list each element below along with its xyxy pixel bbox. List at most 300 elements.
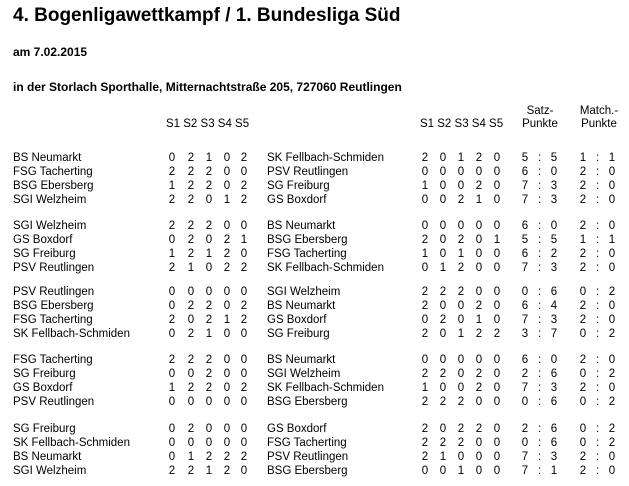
separator: : bbox=[538, 286, 542, 298]
home-set-score: 1 bbox=[205, 152, 213, 164]
home-set-score: 2 bbox=[240, 451, 248, 463]
away-set-score: 2 bbox=[457, 234, 465, 246]
away-set-score: 0 bbox=[439, 166, 447, 178]
home-set-score: 0 bbox=[187, 286, 195, 298]
away-set-score: 2 bbox=[421, 423, 429, 435]
away-set-score: 2 bbox=[475, 423, 483, 435]
away-set-score: 1 bbox=[421, 248, 429, 260]
away-set-score: 0 bbox=[457, 300, 465, 312]
home-set-score: 2 bbox=[187, 194, 195, 206]
separator: : bbox=[538, 248, 542, 260]
separator: : bbox=[596, 286, 600, 298]
home-set-score: 2 bbox=[223, 262, 231, 274]
away-set-score: 0 bbox=[493, 300, 501, 312]
away-set-score: 0 bbox=[457, 382, 465, 394]
home-set-score: 2 bbox=[168, 166, 176, 178]
home-set-score: 2 bbox=[187, 220, 195, 232]
away-set-score: 0 bbox=[439, 180, 447, 192]
separator: : bbox=[538, 396, 542, 408]
separator: : bbox=[538, 300, 542, 312]
satz-points-home: 7 bbox=[521, 451, 529, 463]
home-set-score: 0 bbox=[187, 396, 195, 408]
separator: : bbox=[538, 180, 542, 192]
away-team: BSG Ebersberg bbox=[267, 396, 348, 408]
separator: : bbox=[596, 194, 600, 206]
match-points-home: 2 bbox=[579, 300, 587, 312]
home-set-score: 0 bbox=[168, 368, 176, 380]
home-team: BSG Ebersberg bbox=[13, 180, 94, 192]
table-row bbox=[0, 286, 629, 299]
table-row bbox=[0, 465, 629, 478]
separator: : bbox=[538, 465, 542, 477]
away-team: SGI Welzheim bbox=[267, 286, 341, 298]
satz-header-line1: Satz- bbox=[526, 105, 554, 117]
match-points-home: 2 bbox=[579, 465, 587, 477]
away-set-score: 1 bbox=[439, 451, 447, 463]
match-points-away: 0 bbox=[608, 166, 616, 178]
home-set-score: 0 bbox=[168, 437, 176, 449]
away-set-score: 1 bbox=[493, 234, 501, 246]
home-team: FSG Tacherting bbox=[13, 166, 93, 178]
home-set-score: 1 bbox=[240, 234, 248, 246]
home-set-score: 0 bbox=[223, 354, 231, 366]
home-set-score: 2 bbox=[223, 451, 231, 463]
home-set-score: 2 bbox=[240, 194, 248, 206]
home-set-score: 2 bbox=[187, 248, 195, 260]
match-points-away: 0 bbox=[608, 451, 616, 463]
match-points-home: 2 bbox=[579, 220, 587, 232]
home-set-score: 0 bbox=[223, 220, 231, 232]
satz-points-away: 3 bbox=[550, 451, 558, 463]
home-set-score: 1 bbox=[205, 328, 213, 340]
away-set-score: 0 bbox=[439, 234, 447, 246]
away-team: SGI Welzheim bbox=[267, 368, 341, 380]
satz-points-home: 7 bbox=[521, 465, 529, 477]
table-row bbox=[0, 368, 629, 381]
away-set-score: 2 bbox=[475, 152, 483, 164]
separator: : bbox=[538, 382, 542, 394]
satz-points-home: 7 bbox=[521, 382, 529, 394]
table-row bbox=[0, 262, 629, 275]
away-set-score: 1 bbox=[421, 382, 429, 394]
away-set-score: 0 bbox=[421, 262, 429, 274]
home-team: SG Freiburg bbox=[13, 423, 76, 435]
home-set-score: 0 bbox=[223, 300, 231, 312]
home-set-score: 0 bbox=[168, 328, 176, 340]
home-set-score: 0 bbox=[240, 368, 248, 380]
away-set-score: 2 bbox=[475, 180, 483, 192]
match-header-line1: Match.- bbox=[579, 105, 619, 117]
separator: : bbox=[538, 423, 542, 435]
match-points-away: 0 bbox=[608, 262, 616, 274]
home-set-score: 2 bbox=[205, 451, 213, 463]
home-set-score: 2 bbox=[187, 465, 195, 477]
away-set-score: 0 bbox=[493, 194, 501, 206]
away-set-score: 2 bbox=[439, 286, 447, 298]
away-set-score: 0 bbox=[457, 368, 465, 380]
away-set-score: 0 bbox=[475, 396, 483, 408]
home-set-score: 2 bbox=[187, 166, 195, 178]
away-set-score: 2 bbox=[493, 328, 501, 340]
away-set-score: 2 bbox=[457, 194, 465, 206]
satz-points-away: 3 bbox=[550, 382, 558, 394]
match-points-away: 2 bbox=[608, 396, 616, 408]
away-set-score: 0 bbox=[493, 354, 501, 366]
home-set-score: 0 bbox=[223, 437, 231, 449]
satz-points-away: 7 bbox=[550, 328, 558, 340]
separator: : bbox=[596, 234, 600, 246]
separator: : bbox=[538, 368, 542, 380]
away-set-score: 0 bbox=[493, 152, 501, 164]
away-team: BS Neumarkt bbox=[267, 300, 336, 312]
satz-points-home: 2 bbox=[521, 423, 529, 435]
satz-points-home: 6 bbox=[521, 300, 529, 312]
home-set-score: 2 bbox=[168, 194, 176, 206]
home-team: GS Boxdorf bbox=[13, 382, 73, 394]
home-set-score: 2 bbox=[240, 180, 248, 192]
away-set-score: 0 bbox=[421, 465, 429, 477]
home-set-score: 0 bbox=[205, 286, 213, 298]
match-points-home: 0 bbox=[579, 368, 587, 380]
away-set-score: 0 bbox=[457, 314, 465, 326]
separator: : bbox=[596, 451, 600, 463]
home-set-score: 0 bbox=[168, 234, 176, 246]
away-set-score: 0 bbox=[457, 166, 465, 178]
separator: : bbox=[596, 423, 600, 435]
home-team: GS Boxdorf bbox=[13, 234, 73, 246]
home-set-score: 0 bbox=[240, 248, 248, 260]
match-points-away: 2 bbox=[608, 368, 616, 380]
away-set-score: 0 bbox=[475, 354, 483, 366]
match-points-away: 0 bbox=[608, 382, 616, 394]
home-set-score: 0 bbox=[205, 262, 213, 274]
home-set-score: 0 bbox=[187, 368, 195, 380]
away-set-score: 2 bbox=[475, 300, 483, 312]
home-set-score: 2 bbox=[205, 300, 213, 312]
table-row bbox=[0, 300, 629, 313]
away-set-score: 0 bbox=[493, 396, 501, 408]
satz-points-away: 6 bbox=[550, 286, 558, 298]
away-set-score: 2 bbox=[457, 423, 465, 435]
home-set-score: 2 bbox=[240, 300, 248, 312]
away-set-score: 0 bbox=[421, 166, 429, 178]
match-points-away: 0 bbox=[608, 194, 616, 206]
satz-points-away: 3 bbox=[550, 194, 558, 206]
match-points-home: 0 bbox=[579, 328, 587, 340]
home-set-score: 2 bbox=[187, 152, 195, 164]
away-set-score: 0 bbox=[475, 451, 483, 463]
home-set-score: 0 bbox=[168, 152, 176, 164]
home-set-score: 0 bbox=[205, 423, 213, 435]
satz-points-away: 5 bbox=[550, 152, 558, 164]
away-set-score: 0 bbox=[493, 286, 501, 298]
home-set-score: 0 bbox=[223, 382, 231, 394]
home-set-score: 0 bbox=[168, 300, 176, 312]
away-set-score: 0 bbox=[493, 465, 501, 477]
home-set-score: 2 bbox=[223, 248, 231, 260]
away-team: FSG Tacherting bbox=[267, 248, 347, 260]
away-set-score: 0 bbox=[439, 465, 447, 477]
satz-points-home: 6 bbox=[521, 166, 529, 178]
match-points-home: 2 bbox=[579, 180, 587, 192]
page-title: 4. Bogenligawettkampf / 1. Bundesliga Süd bbox=[13, 5, 401, 26]
away-set-score: 0 bbox=[493, 262, 501, 274]
away-set-score: 0 bbox=[493, 423, 501, 435]
satz-points-away: 3 bbox=[550, 262, 558, 274]
separator: : bbox=[596, 314, 600, 326]
home-set-score: 0 bbox=[240, 396, 248, 408]
away-set-score: 0 bbox=[493, 248, 501, 260]
away-set-score: 0 bbox=[439, 194, 447, 206]
away-set-score: 0 bbox=[457, 354, 465, 366]
sets-header-right: S1 S2 S3 S4 S5 bbox=[420, 118, 504, 130]
away-team: BS Neumarkt bbox=[267, 354, 336, 366]
away-set-score: 0 bbox=[439, 423, 447, 435]
home-set-score: 1 bbox=[168, 180, 176, 192]
match-points-away: 0 bbox=[608, 300, 616, 312]
home-set-score: 1 bbox=[223, 194, 231, 206]
home-set-score: 2 bbox=[168, 220, 176, 232]
satz-points-away: 4 bbox=[550, 300, 558, 312]
home-set-score: 1 bbox=[223, 314, 231, 326]
away-set-score: 2 bbox=[421, 286, 429, 298]
away-team: BS Neumarkt bbox=[267, 220, 336, 232]
satz-points-home: 6 bbox=[521, 220, 529, 232]
home-team: BSG Ebersberg bbox=[13, 300, 94, 312]
match-points-away: 2 bbox=[608, 423, 616, 435]
home-team: SK Fellbach-Schmiden bbox=[13, 328, 130, 340]
home-set-score: 0 bbox=[240, 220, 248, 232]
match-points-away: 0 bbox=[608, 354, 616, 366]
away-team: SG Freiburg bbox=[267, 180, 330, 192]
away-set-score: 2 bbox=[439, 396, 447, 408]
away-set-score: 0 bbox=[475, 166, 483, 178]
home-set-score: 0 bbox=[240, 354, 248, 366]
away-set-score: 1 bbox=[457, 152, 465, 164]
separator: : bbox=[596, 368, 600, 380]
match-points-home: 2 bbox=[579, 248, 587, 260]
separator: : bbox=[596, 262, 600, 274]
home-set-score: 2 bbox=[205, 220, 213, 232]
away-team: BSG Ebersberg bbox=[267, 234, 348, 246]
home-set-score: 2 bbox=[187, 382, 195, 394]
home-set-score: 1 bbox=[187, 262, 195, 274]
separator: : bbox=[596, 180, 600, 192]
separator: : bbox=[538, 152, 542, 164]
satz-points-away: 3 bbox=[550, 314, 558, 326]
away-set-score: 1 bbox=[475, 314, 483, 326]
away-set-score: 1 bbox=[421, 180, 429, 192]
home-set-score: 2 bbox=[168, 262, 176, 274]
match-points-away: 0 bbox=[608, 314, 616, 326]
home-set-score: 0 bbox=[168, 423, 176, 435]
separator: : bbox=[596, 248, 600, 260]
away-team: SG Freiburg bbox=[267, 328, 330, 340]
home-set-score: 0 bbox=[187, 437, 195, 449]
match-points-home: 0 bbox=[579, 437, 587, 449]
table-row bbox=[0, 328, 629, 341]
match-points-away: 2 bbox=[608, 286, 616, 298]
away-set-score: 0 bbox=[493, 437, 501, 449]
away-set-score: 2 bbox=[475, 382, 483, 394]
match-points-home: 2 bbox=[579, 194, 587, 206]
home-set-score: 0 bbox=[223, 328, 231, 340]
away-set-score: 2 bbox=[457, 286, 465, 298]
away-set-score: 0 bbox=[421, 354, 429, 366]
home-set-score: 0 bbox=[168, 451, 176, 463]
match-points-home: 0 bbox=[579, 396, 587, 408]
match-points-home: 2 bbox=[579, 451, 587, 463]
table-row bbox=[0, 234, 629, 247]
separator: : bbox=[538, 314, 542, 326]
match-points-home: 2 bbox=[579, 354, 587, 366]
away-set-score: 2 bbox=[475, 328, 483, 340]
satz-points-away: 6 bbox=[550, 437, 558, 449]
separator: : bbox=[538, 262, 542, 274]
match-header-line2: Punkte bbox=[581, 118, 617, 130]
separator: : bbox=[596, 396, 600, 408]
separator: : bbox=[538, 354, 542, 366]
separator: : bbox=[596, 382, 600, 394]
away-set-score: 0 bbox=[493, 451, 501, 463]
home-set-score: 2 bbox=[187, 300, 195, 312]
satz-points-home: 0 bbox=[521, 396, 529, 408]
match-points-home: 1 bbox=[579, 234, 587, 246]
away-set-score: 1 bbox=[457, 328, 465, 340]
away-set-score: 2 bbox=[475, 368, 483, 380]
home-set-score: 2 bbox=[205, 354, 213, 366]
satz-points-away: 2 bbox=[550, 248, 558, 260]
satz-points-home: 2 bbox=[521, 368, 529, 380]
home-set-score: 2 bbox=[168, 354, 176, 366]
home-set-score: 2 bbox=[205, 166, 213, 178]
away-set-score: 0 bbox=[493, 368, 501, 380]
home-set-score: 2 bbox=[187, 234, 195, 246]
separator: : bbox=[596, 220, 600, 232]
home-set-score: 1 bbox=[205, 248, 213, 260]
satz-points-home: 5 bbox=[521, 234, 529, 246]
table-row bbox=[0, 423, 629, 436]
satz-header-line2: Punkte bbox=[522, 118, 558, 130]
away-set-score: 1 bbox=[475, 194, 483, 206]
away-team: PSV Reutlingen bbox=[267, 451, 349, 463]
away-set-score: 1 bbox=[439, 262, 447, 274]
match-points-home: 2 bbox=[579, 314, 587, 326]
home-set-score: 0 bbox=[205, 437, 213, 449]
table-row bbox=[0, 396, 629, 409]
separator: : bbox=[596, 465, 600, 477]
away-team: GS Boxdorf bbox=[267, 423, 327, 435]
away-set-score: 2 bbox=[457, 262, 465, 274]
table-row bbox=[0, 437, 629, 450]
home-team: SK Fellbach-Schmiden bbox=[13, 437, 130, 449]
away-set-score: 2 bbox=[421, 152, 429, 164]
match-points-home: 0 bbox=[579, 286, 587, 298]
home-set-score: 2 bbox=[168, 465, 176, 477]
home-set-score: 0 bbox=[168, 286, 176, 298]
home-set-score: 2 bbox=[240, 152, 248, 164]
satz-points-home: 7 bbox=[521, 194, 529, 206]
satz-points-home: 5 bbox=[521, 152, 529, 164]
home-set-score: 0 bbox=[240, 423, 248, 435]
satz-points-home: 3 bbox=[521, 328, 529, 340]
satz-points-home: 7 bbox=[521, 262, 529, 274]
home-set-score: 0 bbox=[240, 465, 248, 477]
home-team: SGI Welzheim bbox=[13, 220, 87, 232]
away-set-score: 0 bbox=[439, 328, 447, 340]
match-points-away: 1 bbox=[608, 152, 616, 164]
home-set-score: 2 bbox=[187, 423, 195, 435]
table-row bbox=[0, 354, 629, 367]
satz-points-home: 6 bbox=[521, 354, 529, 366]
away-set-score: 0 bbox=[439, 382, 447, 394]
separator: : bbox=[538, 234, 542, 246]
match-points-away: 2 bbox=[608, 328, 616, 340]
away-set-score: 2 bbox=[439, 368, 447, 380]
table-row bbox=[0, 152, 629, 165]
table-row bbox=[0, 194, 629, 207]
away-team: BSG Ebersberg bbox=[267, 465, 348, 477]
home-set-score: 2 bbox=[205, 368, 213, 380]
home-team: BS Neumarkt bbox=[13, 451, 82, 463]
separator: : bbox=[596, 437, 600, 449]
away-set-score: 0 bbox=[439, 300, 447, 312]
home-set-score: 1 bbox=[205, 465, 213, 477]
away-set-score: 0 bbox=[457, 220, 465, 232]
home-set-score: 0 bbox=[205, 396, 213, 408]
separator: : bbox=[538, 437, 542, 449]
satz-points-away: 3 bbox=[550, 180, 558, 192]
away-set-score: 0 bbox=[457, 451, 465, 463]
match-points-home: 1 bbox=[579, 152, 587, 164]
home-team: FSG Tacherting bbox=[13, 354, 93, 366]
away-set-score: 0 bbox=[439, 248, 447, 260]
satz-points-away: 0 bbox=[550, 220, 558, 232]
match-points-away: 1 bbox=[608, 234, 616, 246]
match-points-home: 2 bbox=[579, 262, 587, 274]
away-set-score: 0 bbox=[439, 354, 447, 366]
away-set-score: 0 bbox=[475, 437, 483, 449]
home-set-score: 0 bbox=[223, 423, 231, 435]
match-points-away: 0 bbox=[608, 465, 616, 477]
match-points-away: 0 bbox=[608, 248, 616, 260]
away-set-score: 2 bbox=[439, 314, 447, 326]
home-set-score: 2 bbox=[240, 382, 248, 394]
home-set-score: 0 bbox=[168, 396, 176, 408]
away-set-score: 2 bbox=[421, 396, 429, 408]
match-points-away: 2 bbox=[608, 437, 616, 449]
satz-points-home: 6 bbox=[521, 248, 529, 260]
match-points-away: 0 bbox=[608, 220, 616, 232]
home-set-score: 0 bbox=[240, 166, 248, 178]
satz-points-away: 0 bbox=[550, 354, 558, 366]
table-row bbox=[0, 180, 629, 193]
home-set-score: 2 bbox=[187, 354, 195, 366]
separator: : bbox=[538, 220, 542, 232]
home-set-score: 0 bbox=[187, 314, 195, 326]
satz-points-away: 5 bbox=[550, 234, 558, 246]
away-set-score: 0 bbox=[493, 382, 501, 394]
table-row bbox=[0, 314, 629, 327]
match-points-home: 2 bbox=[579, 382, 587, 394]
separator: : bbox=[596, 166, 600, 178]
separator: : bbox=[596, 328, 600, 340]
home-set-score: 0 bbox=[240, 437, 248, 449]
away-set-score: 0 bbox=[493, 166, 501, 178]
home-set-score: 1 bbox=[168, 382, 176, 394]
away-set-score: 2 bbox=[421, 437, 429, 449]
home-set-score: 2 bbox=[205, 382, 213, 394]
